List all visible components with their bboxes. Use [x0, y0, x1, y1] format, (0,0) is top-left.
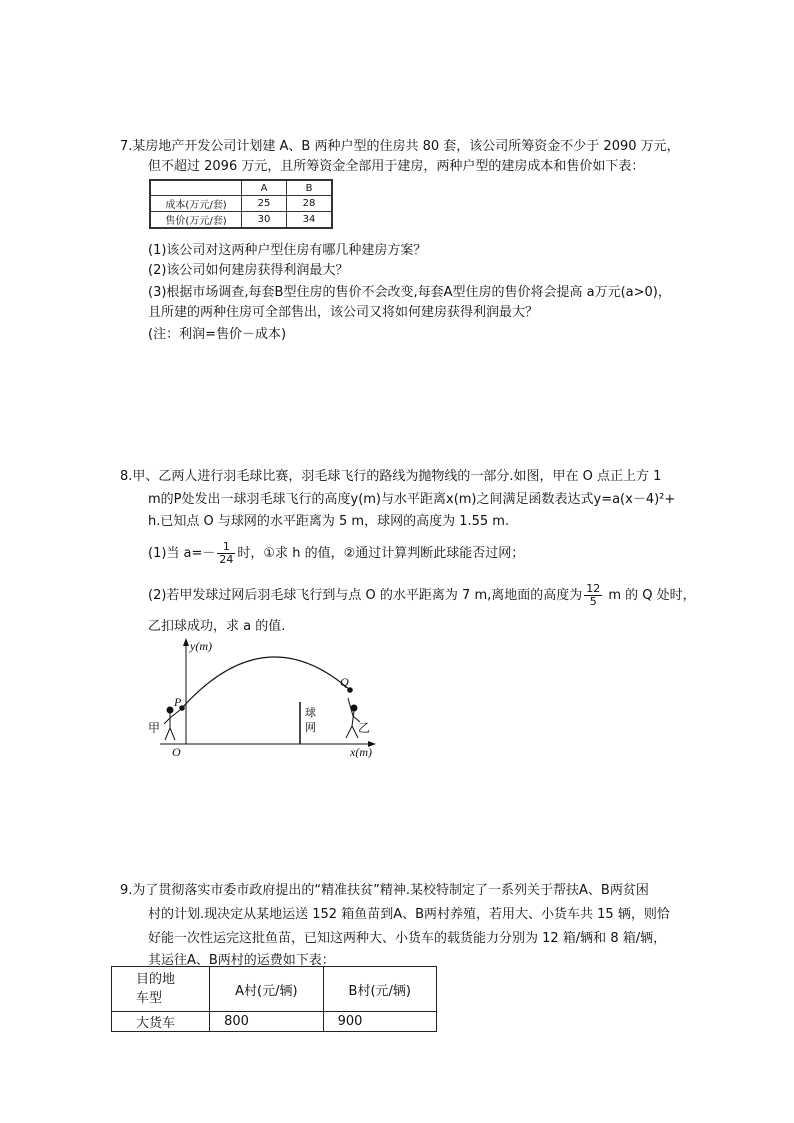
origin-label: O	[172, 745, 181, 758]
q7-sub3a: (3)根据市场调查,每套B型住房的售价不会改变,每套A型住房的售价将会提高 a万元(a>0)，	[148, 285, 671, 300]
q7-sub2: (2)该公司如何建房获得利润最大？	[148, 263, 349, 278]
q8-sub1	[148, 536, 524, 572]
fraction-numerator: 12	[586, 582, 601, 595]
fraction	[217, 541, 235, 566]
q7-header-blank	[151, 181, 242, 196]
q9-table	[111, 966, 437, 1032]
net-label-1: 球	[305, 707, 316, 719]
table-row	[112, 967, 437, 1012]
table-row	[151, 181, 332, 196]
table-row	[151, 212, 332, 228]
q9-row-cost-a: 800	[210, 1012, 323, 1032]
q9-line3: 好能一次性运完这批鱼苗，已知这两种大、小货车的载货能力分别为 12 箱/辆和 8 箱/辆，	[148, 931, 667, 946]
y-axis-label: y(m)	[190, 639, 212, 653]
q-label: Q	[340, 675, 349, 689]
q7-line1: 7.某房地产开发公司计划建 A、B 两种户型的住房共 80 套，该公司所筹资金不少于 2090 万元，	[120, 139, 680, 154]
table-row	[112, 1012, 437, 1032]
q7-header-a: A	[242, 181, 287, 196]
q8-sub1-pre: (1)当 a=－	[148, 546, 216, 561]
q8-sub2-pre: (2)若甲发球过网后羽毛球飞行到与点 O 的水平距离为 7 m,离地面的高度为	[148, 588, 583, 603]
x-axis-label: x(m)	[350, 745, 372, 758]
q7-cost-a: 25	[242, 196, 287, 212]
y-axis-arrow-icon	[183, 638, 189, 646]
yi-label: 乙	[358, 721, 371, 735]
q7-sub1: (1)该公司对这两种户型住房有哪几种建房方案？	[148, 243, 427, 258]
q7-table	[150, 180, 332, 228]
q9-header-destination: 目的地	[136, 972, 176, 987]
q9-header-col-a: A村(元/辆)	[210, 967, 323, 1012]
fraction-denominator: 24	[219, 553, 234, 566]
q9-line1: 9.为了贯彻落实市委市政府提出的“精准扶贫”精神.某校特制定了一系列关于帮扶A、B两贫困	[120, 883, 649, 898]
q8-line3: h.已知点 O 与球网的水平距离为 5 m，球网的高度为 1.55 m.	[148, 514, 510, 529]
q9-header-corner	[112, 967, 210, 1012]
q9-row-cost-b: 900	[323, 1012, 436, 1032]
q9-line2: 村的计划.现决定从某地运送 152 箱鱼苗到A、B两村养殖，若用大、小货车共 15 辆，则恰	[148, 907, 670, 922]
q7-cost-b: 28	[287, 196, 332, 212]
q9-line4: 其运往A、B两村的运费如下表：	[148, 953, 335, 968]
q7-cost-label: 成本(万元/套)	[151, 196, 242, 212]
trajectory-curve	[182, 657, 350, 708]
q7-note: (注：利润=售价－成本)	[148, 327, 287, 342]
q8-sub2	[148, 578, 696, 614]
jia-label: 甲	[148, 721, 161, 735]
q7-price-label: 售价(万元/套)	[151, 212, 242, 228]
q8-sub1-post: 时，①求 h 的值，②通过计算判断此球能否过网；	[237, 546, 525, 561]
q7-price-a: 30	[242, 212, 287, 228]
q9-header-col-b: B村(元/辆)	[323, 967, 436, 1012]
player-jia-icon	[164, 707, 180, 740]
fraction-numerator: 1	[217, 541, 235, 554]
fraction-denominator: 5	[589, 595, 597, 608]
badminton-figure	[130, 636, 390, 758]
q9-header-vehicle: 车型	[136, 991, 163, 1006]
q9-row-vehicle: 大货车	[112, 1012, 210, 1032]
q8-sub2-post: m 的 Q 处时，	[604, 588, 696, 603]
q8-sub2-line2: 乙扣球成功，求 a 的值.	[148, 619, 286, 634]
fraction	[584, 583, 602, 608]
q7-price-b: 34	[287, 212, 332, 228]
q7-sub3b: 且所建的两种住房可全部售出，该公司又将如何建房获得利润最大？	[148, 305, 539, 320]
p-label: P	[174, 695, 182, 709]
net-label-2: 网	[305, 722, 316, 734]
q7-line2: 但不超过 2096 万元，且所筹资金全部用于建房，两种户型的建房成本和售价如下表：	[148, 159, 645, 174]
table-row	[151, 196, 332, 212]
q7-header-b: B	[287, 181, 332, 196]
q8-line1: 8.甲、乙两人进行羽毛球比赛，羽毛球飞行的路线为抛物线的一部分.如图，甲在 O 点正上方 1	[120, 469, 662, 484]
q8-line2: m的P处发出一球羽毛球飞行的高度y(m)与水平距离x(m)之间满足函数表达式y=a(x－4)²+	[148, 492, 676, 507]
